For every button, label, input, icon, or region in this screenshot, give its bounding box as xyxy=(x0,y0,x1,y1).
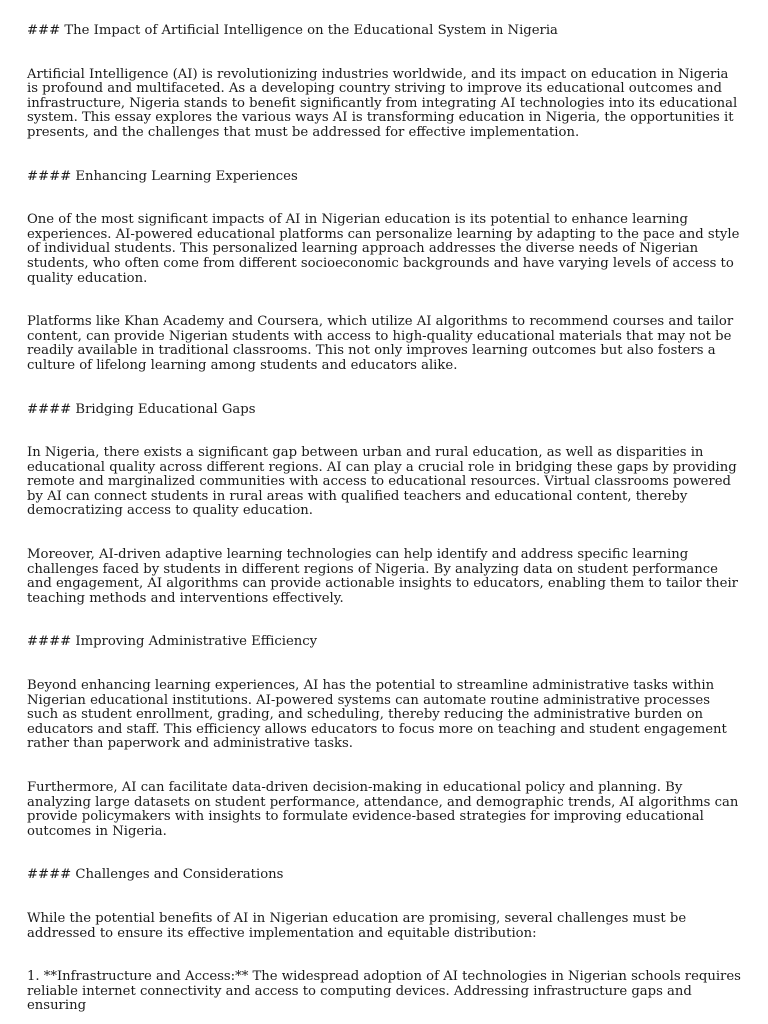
section-paragraph: Moreover, AI-driven adaptive learning technologies can help identify and address specific learning challenges faced by students in different regions of Nigeria. By analyzing data on student performance and engagement, AI algorithms can provide actionable insights to educators, enabling them to tailor their teaching methods and interventions effectively. xyxy=(27,547,738,606)
intro-paragraph: Artificial Intelligence (AI) is revolutionizing industries worldwide, and its impact on education in Nigeria is profound and multifaceted. As a developing country striving to improve its educational outcomes and infrastructure, Nigeria stands to benefit significantly from integrating AI technologies into its educational system. This essay explores the various ways AI is transforming education in Nigeria, the opportunities it presents, and the challenges that must be addressed for effective implementation. xyxy=(27,66,738,140)
section-paragraph: While the potential benefits of AI in Nigerian education are promising, several challenges must be addressed to ensure its effective implementation and equitable distribution: xyxy=(27,910,687,941)
section-paragraph: In Nigeria, there exists a significant gap between urban and rural education, as well as disparities in educational quality across different regions. AI can play a crucial role in bridging these gaps by providing remote and marginalized communities with access to educational resources. Virtual classrooms powered by AI can connect students in rural areas with qualified teachers and educational content, thereby democratizing access to quality education. xyxy=(27,445,737,519)
section-heading-bridging-gaps: #### Bridging Educational Gaps xyxy=(27,401,256,417)
document-title: ### The Impact of Artificial Intelligence on the Educational System in Nigeria xyxy=(27,23,558,38)
section-paragraph: Furthermore, AI can facilitate data-driven decision-making in educational policy and planning. By analyzing large datasets on student performance, attendance, and demographic trends, AI algorithms can provide policymakers with insights to formulate evidence-based strategies for improving educational outcomes in Nigeria. xyxy=(27,780,739,839)
document-body xyxy=(27,24,743,1014)
section-heading-enhancing-learning: #### Enhancing Learning Experiences xyxy=(27,168,298,184)
section-heading-administrative-efficiency: #### Improving Administrative Efficiency xyxy=(27,634,318,650)
list-item: 1. **Infrastructure and Access:** The widespread adoption of AI technologies in Nigerian schools requires reliable internet connectivity and access to computing devices. Addressing infrastructure gaps and ensuring xyxy=(27,969,741,1014)
section-heading-challenges: #### Challenges and Considerations xyxy=(27,867,284,883)
section-paragraph: Platforms like Khan Academy and Coursera, which utilize AI algorithms to recommend courses and tailor content, can provide Nigerian students with access to high-quality educational materials that may not be readily available in traditional classrooms. This not only improves learning outcomes but also fosters a culture of lifelong learning among students and educators alike. xyxy=(27,314,734,373)
section-paragraph: Beyond enhancing learning experiences, AI has the potential to streamline administrative tasks within Nigerian educational institutions. AI-powered systems can automate routine administrative processes such as student enrollment, grading, and scheduling, thereby reducing the administrative burden on educators and staff. This efficiency allows educators to focus more on teaching and student engagement rather than paperwork and administrative tasks. xyxy=(27,678,727,752)
section-paragraph: One of the most significant impacts of AI in Nigerian education is its potential to enhance learning experiences. AI-powered educational platforms can personalize learning by adapting to the pace and style of individual students. This personalized learning approach addresses the diverse needs of Nigerian students, who often come from different socioeconomic backgrounds and have varying levels of access to quality education. xyxy=(27,212,740,286)
